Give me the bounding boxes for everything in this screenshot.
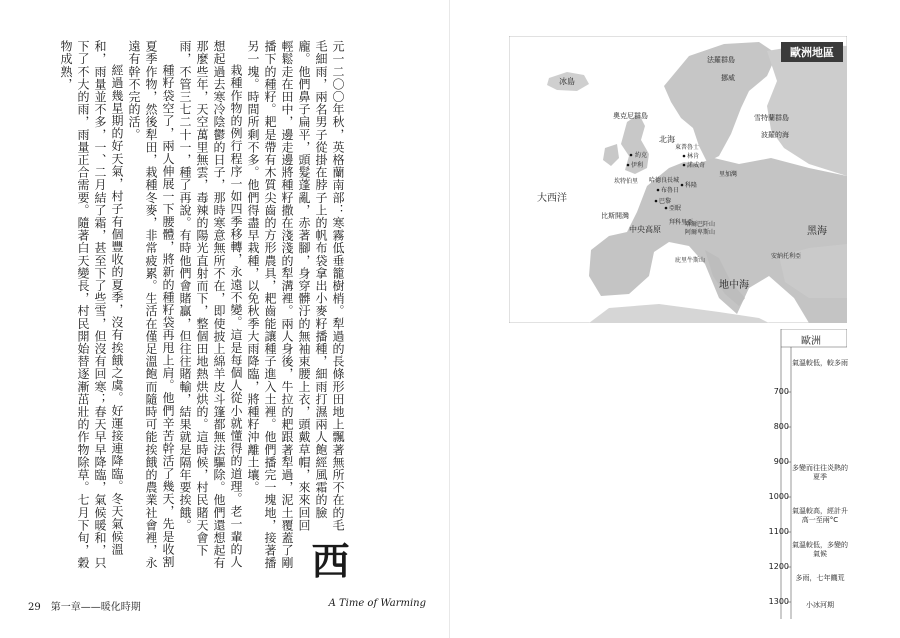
timeline-region-label: 歐洲 bbox=[801, 336, 821, 347]
label-carpathians: 喀爾巴阡山 bbox=[685, 221, 716, 228]
label-amiens: 亞眠 bbox=[669, 205, 682, 212]
label-north-sea: 北海 bbox=[659, 135, 675, 144]
event-cooler: 氣溫較低，多變的氣候 bbox=[792, 541, 848, 558]
label-mediterranean: 地中海 bbox=[719, 280, 749, 291]
label-orkney: 奧克尼群島 bbox=[613, 112, 648, 120]
drop-cap: 西 bbox=[305, 541, 350, 580]
paragraph-3: 種籽袋空了，兩人伸展一下腰體，將新的種籽袋再甩上肩。他們辛苦幹活了幾天，先是收割夏季作物，然後犁田，栽種冬麥，非常疲累。生活在僅足溫飽而隨時可能挨餓的農業社會裡，永遠有幹不完的活。 bbox=[127, 40, 175, 570]
label-norway: 挪威 bbox=[721, 74, 735, 82]
city-dot bbox=[665, 207, 668, 210]
paragraph-1 bbox=[244, 40, 350, 580]
event-famine: 多雨，七年饑荒 bbox=[795, 574, 845, 582]
label-pyrenees: 庇里牛斯山 bbox=[675, 257, 706, 264]
city-dot bbox=[683, 164, 686, 167]
label-bruges: 布魯日 bbox=[661, 187, 680, 194]
city-dot bbox=[657, 189, 660, 192]
label-york: 約克 bbox=[635, 152, 648, 159]
label-ely: 伊利 bbox=[631, 162, 644, 169]
city-dot bbox=[627, 164, 630, 167]
climate-timeline bbox=[751, 329, 847, 619]
label-central-plateau: 中央高原 bbox=[629, 225, 661, 234]
folio bbox=[28, 598, 141, 613]
europe-map bbox=[509, 36, 847, 323]
label-hadrian: 哈德良長城 bbox=[649, 177, 680, 184]
label-atlantic: 大西洋 bbox=[537, 193, 567, 204]
label-germany-town: 拜科里亞 bbox=[669, 219, 694, 226]
label-alps: 阿爾卑斯山 bbox=[685, 229, 716, 236]
event-little-ice-age: 小冰河期 bbox=[806, 601, 834, 609]
label-cologne: 科隆 bbox=[685, 182, 698, 189]
chapter-running-head: 第一章——暖化時期 bbox=[50, 602, 141, 613]
label-baltic-coast: 里加灣 bbox=[719, 171, 738, 178]
city-dot bbox=[681, 184, 684, 187]
event-warmer: 氣溫較高，經計升高一至兩°C bbox=[792, 507, 848, 524]
label-canterbury: 坎特伯里 bbox=[614, 178, 639, 185]
label-faroe: 法羅群島 bbox=[707, 56, 735, 64]
city-dot bbox=[630, 154, 633, 157]
label-bay-biscay: 比斯開灣 bbox=[601, 212, 629, 220]
label-iceland: 冰島 bbox=[559, 77, 575, 86]
running-head-english: A Time of Warming bbox=[328, 598, 426, 609]
city-dot bbox=[683, 155, 686, 158]
year-900: 900 bbox=[773, 457, 789, 466]
label-black-sea: 黑海 bbox=[807, 226, 827, 237]
year-1100: 1100 bbox=[768, 527, 789, 536]
year-800: 800 bbox=[773, 422, 789, 431]
label-shetland: 雪特蘭群島 bbox=[754, 114, 789, 122]
year-700: 700 bbox=[773, 387, 789, 396]
event-cool-wet: 氣溫較低，較多雨 bbox=[792, 359, 848, 367]
year-1300: 1300 bbox=[768, 597, 789, 606]
paragraph-1-text: 元一二〇〇年秋，英格蘭南部：寒霧低垂籠樹梢。犁過的長條形田地上飄著無所不在的毛毛細雨，兩名男子從掛在脖子上的帆布袋拿出小麥籽播種，細雨打濕兩人飽經風霜的臉龐。他們鼻子扁平，頭髮蓬亂，赤著腳，身穿髒汙的無袖束腰上衣，頭戴草帽，來來回回輕鬆走在田中，邊走邊將種籽撒在淺淺的犁溝裡。兩人身後，牛拉的耙跟著犁過，泥土覆蓋了剛播下的種籽。耙是帶有木質尖齒的方形農具，耙齒能讓種子進入土裡。他們播完一塊地，接著播另一塊。時間所剩不多。他們得盡早栽種，以免秋季大雨降臨，將種籽沖離土壤。 bbox=[246, 40, 345, 570]
page-number: 29 bbox=[28, 602, 41, 613]
year-1200: 1200 bbox=[768, 562, 789, 571]
body-text bbox=[46, 40, 350, 580]
paragraph-4: 經過幾星期的好天氣，村子有個豐收的夏季，沒有挨餓之虞。好運接連降臨。冬天氣候溫和，雨量並不多，一、二月結了霜，甚至下了些雪，但沒有回寒；春天早早降臨，氣候暖和，只下了不大的雨，雨量正合需要。隨著白天變長，村民開始替逐漸茁壯的作物除草。七月下旬，穀物成熟， bbox=[59, 40, 124, 570]
map-title: 歐洲地區 bbox=[790, 46, 834, 59]
label-lincoln: 林肯 bbox=[687, 153, 700, 160]
year-1000: 1000 bbox=[768, 492, 789, 501]
event-hot-summers: 多變而往往炎熱的夏季 bbox=[792, 464, 848, 481]
label-anatolia: 安納托利亞 bbox=[771, 253, 802, 260]
city-dot bbox=[655, 200, 658, 203]
label-paris: 巴黎 bbox=[659, 198, 672, 205]
label-baltic: 波羅的海 bbox=[761, 131, 789, 139]
paragraph-2: 栽種作物的例行程序一如四季移轉，永遠不變。這是每個人從小就懂得的道理。老一輩的人想起過去寒冷陰鬱的日子，那時寒意無所不在，即使披上綿羊皮斗篷都無法驅除。他們還想起有那麼些年，天空萬里無雲，毒辣的陽光直射而下，整個田地熱烘烘的。這時候，村民賭天會下雨，不管三七二十一，種了再說。有時他們會賭贏，但往往賭輸，結果就是隔年要挨餓。 bbox=[178, 40, 243, 570]
label-east-prussia: 東普魯士 bbox=[675, 144, 700, 151]
label-norwich: 諾威奇 bbox=[687, 162, 706, 169]
